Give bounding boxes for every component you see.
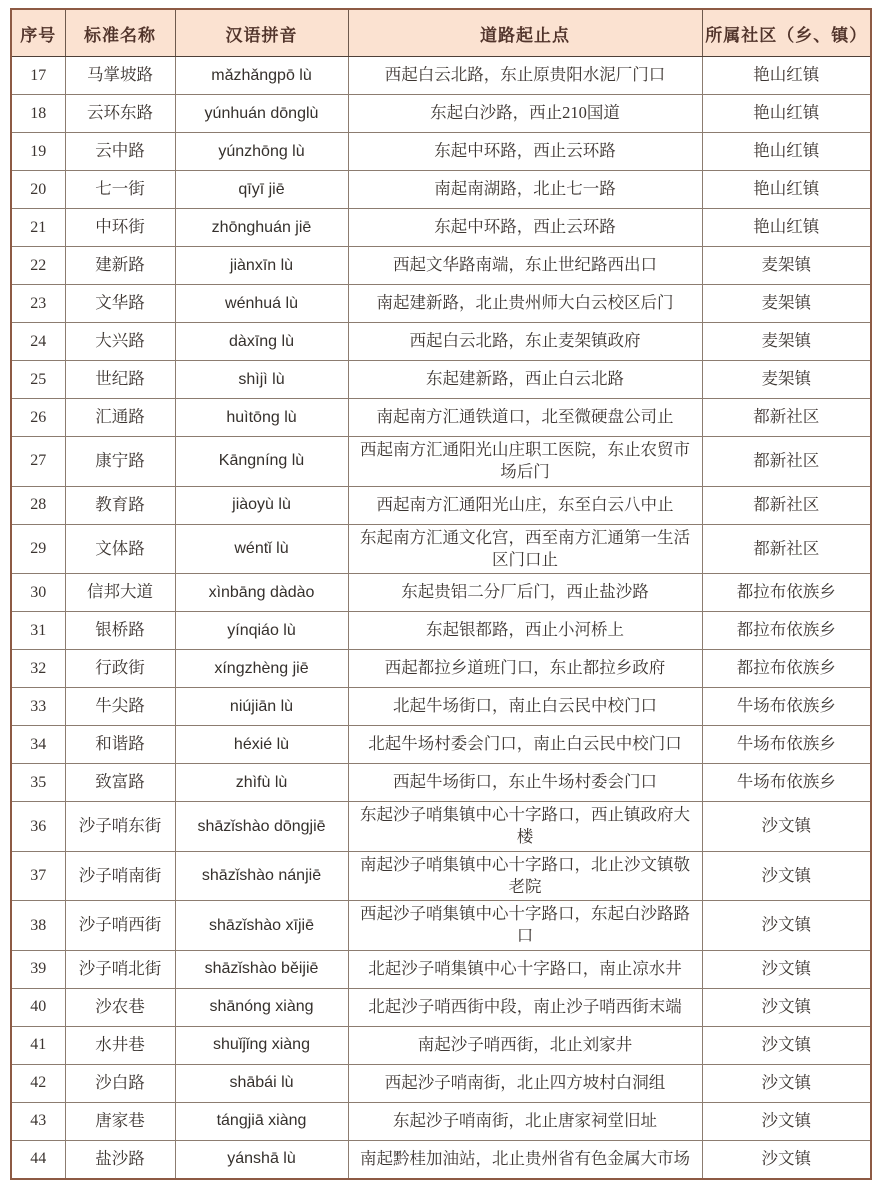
cell-name: 沙白路	[65, 1064, 175, 1102]
cell-name: 马掌坡路	[65, 57, 175, 95]
cell-pinyin: shāzǐshào běijiē	[175, 950, 348, 988]
cell-community: 都拉布依族乡	[702, 612, 871, 650]
cell-index: 42	[11, 1064, 65, 1102]
cell-route: 东起建新路，西止白云北路	[348, 361, 702, 399]
table-row	[11, 247, 871, 285]
table-row	[11, 95, 871, 133]
cell-name: 七一街	[65, 171, 175, 209]
cell-name: 文体路	[65, 524, 175, 574]
cell-name: 沙子哨西街	[65, 901, 175, 951]
cell-index: 35	[11, 764, 65, 802]
cell-name: 沙子哨东街	[65, 802, 175, 852]
cell-name: 中环街	[65, 209, 175, 247]
table-row	[11, 323, 871, 361]
cell-community: 沙文镇	[702, 1102, 871, 1140]
table-row	[11, 1102, 871, 1140]
cell-index: 30	[11, 574, 65, 612]
cell-index: 32	[11, 650, 65, 688]
cell-route: 东起沙子哨南街，北止唐家祠堂旧址	[348, 1102, 702, 1140]
cell-community: 都拉布依族乡	[702, 574, 871, 612]
cell-route: 东起沙子哨集镇中心十字路口，西止镇政府大楼	[348, 802, 702, 852]
table-row	[11, 901, 871, 951]
cell-community: 艳山红镇	[702, 209, 871, 247]
cell-route: 东起中环路，西止云环路	[348, 209, 702, 247]
table-row	[11, 399, 871, 437]
cell-community: 沙文镇	[702, 988, 871, 1026]
cell-pinyin: qīyī jiē	[175, 171, 348, 209]
cell-index: 22	[11, 247, 65, 285]
cell-route: 西起南方汇通阳光山庄，东至白云八中止	[348, 486, 702, 524]
table-row	[11, 171, 871, 209]
cell-community: 麦架镇	[702, 247, 871, 285]
table-row	[11, 574, 871, 612]
cell-name: 建新路	[65, 247, 175, 285]
cell-index: 37	[11, 851, 65, 901]
column-header-pinyin: 汉语拼音	[175, 9, 348, 57]
cell-pinyin: xíngzhèng jiē	[175, 650, 348, 688]
cell-name: 沙子哨北街	[65, 950, 175, 988]
cell-index: 44	[11, 1140, 65, 1179]
cell-index: 36	[11, 802, 65, 852]
table-row	[11, 361, 871, 399]
cell-community: 沙文镇	[702, 802, 871, 852]
cell-route: 西起南方汇通阳光山庄职工医院，东止农贸市场后门	[348, 437, 702, 487]
cell-index: 40	[11, 988, 65, 1026]
cell-name: 银桥路	[65, 612, 175, 650]
cell-community: 沙文镇	[702, 901, 871, 951]
cell-route: 西起都拉乡道班门口，东止都拉乡政府	[348, 650, 702, 688]
cell-route: 南起南方汇通铁道口，北至微硬盘公司止	[348, 399, 702, 437]
cell-community: 牛场布依族乡	[702, 688, 871, 726]
cell-route: 东起银都路，西止小河桥上	[348, 612, 702, 650]
cell-route: 东起中环路，西止云环路	[348, 133, 702, 171]
column-header-community: 所属社区（乡、镇）	[702, 9, 871, 57]
cell-index: 20	[11, 171, 65, 209]
cell-index: 31	[11, 612, 65, 650]
cell-pinyin: shābái lù	[175, 1064, 348, 1102]
cell-index: 23	[11, 285, 65, 323]
cell-community: 沙文镇	[702, 1140, 871, 1179]
cell-route: 西起白云北路，东止原贵阳水泥厂门口	[348, 57, 702, 95]
cell-route: 东起白沙路，西止210国道	[348, 95, 702, 133]
cell-index: 28	[11, 486, 65, 524]
cell-index: 43	[11, 1102, 65, 1140]
cell-community: 都新社区	[702, 399, 871, 437]
cell-route: 西起白云北路，东止麦架镇政府	[348, 323, 702, 361]
cell-index: 19	[11, 133, 65, 171]
cell-community: 都新社区	[702, 437, 871, 487]
table-row	[11, 764, 871, 802]
cell-community: 艳山红镇	[702, 171, 871, 209]
cell-pinyin: shāzǐshào xījiē	[175, 901, 348, 951]
cell-pinyin: shāzǐshào nánjiē	[175, 851, 348, 901]
cell-name: 沙子哨南街	[65, 851, 175, 901]
cell-community: 沙文镇	[702, 1064, 871, 1102]
cell-community: 麦架镇	[702, 323, 871, 361]
cell-community: 艳山红镇	[702, 57, 871, 95]
cell-route: 西起沙子哨集镇中心十字路口，东起白沙路路口	[348, 901, 702, 951]
cell-route: 东起贵铝二分厂后门，西止盐沙路	[348, 574, 702, 612]
cell-pinyin: huìtōng lù	[175, 399, 348, 437]
cell-pinyin: shānóng xiàng	[175, 988, 348, 1026]
cell-route: 北起牛场街口，南止白云民中校门口	[348, 688, 702, 726]
cell-community: 艳山红镇	[702, 95, 871, 133]
cell-pinyin: jiànxīn lù	[175, 247, 348, 285]
cell-route: 北起沙子哨集镇中心十字路口，南止凉水井	[348, 950, 702, 988]
cell-route: 南起黔桂加油站，北止贵州省有色金属大市场	[348, 1140, 702, 1179]
cell-community: 艳山红镇	[702, 133, 871, 171]
table-row	[11, 285, 871, 323]
cell-name: 康宁路	[65, 437, 175, 487]
cell-community: 麦架镇	[702, 285, 871, 323]
table-row	[11, 1026, 871, 1064]
cell-community: 沙文镇	[702, 1026, 871, 1064]
road-names-table	[10, 8, 872, 1180]
cell-community: 都新社区	[702, 524, 871, 574]
table-row	[11, 802, 871, 852]
table-row	[11, 209, 871, 247]
table-row	[11, 524, 871, 574]
cell-name: 教育路	[65, 486, 175, 524]
table-row	[11, 612, 871, 650]
cell-route: 南起沙子哨集镇中心十字路口，北止沙文镇敬老院	[348, 851, 702, 901]
cell-pinyin: yúnzhōng lù	[175, 133, 348, 171]
cell-index: 39	[11, 950, 65, 988]
cell-pinyin: Kāngníng lù	[175, 437, 348, 487]
header-row	[11, 9, 871, 57]
cell-index: 21	[11, 209, 65, 247]
cell-community: 都新社区	[702, 486, 871, 524]
cell-pinyin: dàxīng lù	[175, 323, 348, 361]
cell-community: 沙文镇	[702, 950, 871, 988]
cell-index: 38	[11, 901, 65, 951]
column-header-index: 序号	[11, 9, 65, 57]
cell-route: 北起沙子哨西街中段，南止沙子哨西街末端	[348, 988, 702, 1026]
table-header	[11, 9, 871, 57]
cell-name: 水井巷	[65, 1026, 175, 1064]
cell-pinyin: niújiān lù	[175, 688, 348, 726]
cell-name: 盐沙路	[65, 1140, 175, 1179]
cell-route: 北起牛场村委会门口，南止白云民中校门口	[348, 726, 702, 764]
cell-route: 西起牛场街口，东止牛场村委会门口	[348, 764, 702, 802]
column-header-name: 标准名称	[65, 9, 175, 57]
cell-index: 18	[11, 95, 65, 133]
cell-pinyin: yínqiáo lù	[175, 612, 348, 650]
table-row	[11, 726, 871, 764]
cell-name: 大兴路	[65, 323, 175, 361]
table-row	[11, 950, 871, 988]
cell-name: 和谐路	[65, 726, 175, 764]
cell-name: 世纪路	[65, 361, 175, 399]
cell-index: 27	[11, 437, 65, 487]
cell-pinyin: shìjì lù	[175, 361, 348, 399]
cell-pinyin: jiàoyù lù	[175, 486, 348, 524]
cell-name: 行政街	[65, 650, 175, 688]
table-row	[11, 133, 871, 171]
table-row	[11, 988, 871, 1026]
cell-route: 西起文华路南端，东止世纪路西出口	[348, 247, 702, 285]
cell-community: 牛场布依族乡	[702, 726, 871, 764]
cell-community: 都拉布依族乡	[702, 650, 871, 688]
cell-index: 41	[11, 1026, 65, 1064]
cell-route: 南起建新路，北止贵州师大白云校区后门	[348, 285, 702, 323]
cell-name: 唐家巷	[65, 1102, 175, 1140]
cell-index: 26	[11, 399, 65, 437]
cell-pinyin: zhìfù lù	[175, 764, 348, 802]
cell-index: 29	[11, 524, 65, 574]
column-header-route: 道路起止点	[348, 9, 702, 57]
cell-name: 云环东路	[65, 95, 175, 133]
cell-name: 沙农巷	[65, 988, 175, 1026]
cell-name: 云中路	[65, 133, 175, 171]
cell-pinyin: wénhuá lù	[175, 285, 348, 323]
table-row	[11, 688, 871, 726]
cell-community: 沙文镇	[702, 851, 871, 901]
table-row	[11, 650, 871, 688]
cell-index: 33	[11, 688, 65, 726]
cell-index: 24	[11, 323, 65, 361]
cell-pinyin: wéntǐ lù	[175, 524, 348, 574]
cell-name: 信邦大道	[65, 574, 175, 612]
cell-pinyin: héxié lù	[175, 726, 348, 764]
cell-index: 34	[11, 726, 65, 764]
table-row	[11, 851, 871, 901]
table-row	[11, 1140, 871, 1179]
cell-pinyin: yánshā lù	[175, 1140, 348, 1179]
cell-name: 文华路	[65, 285, 175, 323]
table-row	[11, 486, 871, 524]
cell-index: 17	[11, 57, 65, 95]
table-row	[11, 437, 871, 487]
cell-route: 南起沙子哨西街，北止刘家井	[348, 1026, 702, 1064]
cell-pinyin: mǎzhǎngpō lù	[175, 57, 348, 95]
cell-route: 东起南方汇通文化宫，西至南方汇通第一生活区门口止	[348, 524, 702, 574]
cell-pinyin: shuǐjǐng xiàng	[175, 1026, 348, 1064]
cell-pinyin: zhōnghuán jiē	[175, 209, 348, 247]
cell-pinyin: tángjiā xiàng	[175, 1102, 348, 1140]
cell-route: 南起南湖路，北止七一路	[348, 171, 702, 209]
cell-community: 牛场布依族乡	[702, 764, 871, 802]
table-row	[11, 1064, 871, 1102]
cell-index: 25	[11, 361, 65, 399]
cell-pinyin: shāzǐshào dōngjiē	[175, 802, 348, 852]
table-row	[11, 57, 871, 95]
cell-name: 汇通路	[65, 399, 175, 437]
cell-name: 致富路	[65, 764, 175, 802]
cell-pinyin: xìnbāng dàdào	[175, 574, 348, 612]
cell-route: 西起沙子哨南街，北止四方坡村白洞组	[348, 1064, 702, 1102]
cell-name: 牛尖路	[65, 688, 175, 726]
table-body	[11, 57, 871, 1179]
cell-pinyin: yúnhuán dōnglù	[175, 95, 348, 133]
cell-community: 麦架镇	[702, 361, 871, 399]
